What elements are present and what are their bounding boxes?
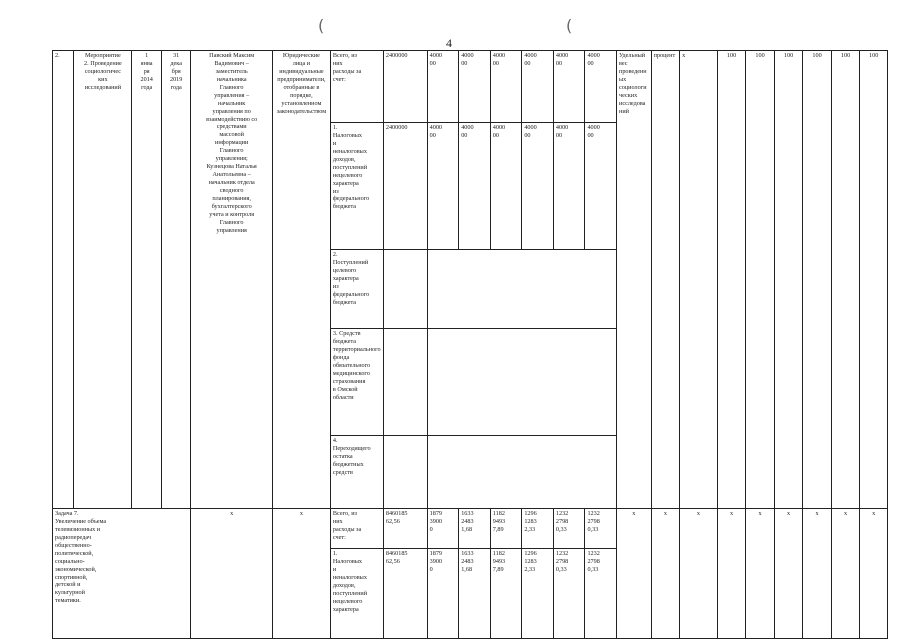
x-mark: x: [680, 51, 718, 509]
end-date: 31 дека бря 2019 года: [161, 51, 191, 509]
funding-total: 8460185 62,56: [383, 509, 427, 549]
measure-name: Мероприятие 2. Проведение социологичес ких исследований: [74, 51, 132, 509]
funding-year-value: 1232 2798 0,33: [585, 549, 617, 639]
start-date: 1 янва ря 2014 года: [132, 51, 162, 509]
funding-total: [383, 436, 427, 509]
funding-year-value: 1296 1283 2,33: [522, 509, 554, 549]
funding-year-value: 4000 00: [553, 123, 585, 250]
funding-year-value: 1232 2798 0,33: [553, 549, 585, 639]
funding-year-value: 4000 00: [490, 51, 522, 123]
funding-year-value: 4000 00: [427, 123, 459, 250]
funding-source-label: 1. Налоговых и неналоговых доходов, поступлений нецелевого характера из федерального бюджета: [330, 123, 383, 250]
funding-year-value: 1182 9493 7,89: [490, 549, 522, 639]
funding-total: 2400000: [383, 51, 427, 123]
target-value: 100: [860, 51, 888, 509]
participants: x: [272, 509, 330, 639]
scan-punch-hole-mark: (: [566, 16, 573, 35]
target-value: 100: [803, 51, 832, 509]
funding-year-empty: [427, 329, 616, 436]
funding-year-empty: [427, 436, 616, 509]
funding-source-label: Всего, из них расходы за счет:: [330, 509, 383, 549]
funding-year-value: 1633 2483 1,68: [459, 509, 491, 549]
funding-source-label: 4. Переходящего остатка бюджетных средств: [330, 436, 383, 509]
x-mark: x: [651, 509, 680, 639]
funding-total: [383, 329, 427, 436]
funding-source-label: 2. Поступлений целевого характера из федерального бюджета: [330, 250, 383, 329]
measure-2-row: [53, 51, 888, 123]
funding-year-value: 4000 00: [427, 51, 459, 123]
funding-year-value: 4000 00: [522, 51, 554, 123]
funding-year-value: 1879 3900 0: [427, 509, 459, 549]
scan-punch-hole-mark: (: [318, 16, 325, 35]
funding-year-value: 1232 2798 0,33: [585, 509, 617, 549]
responsible-executor: x: [191, 509, 272, 639]
funding-year-value: 4000 00: [490, 123, 522, 250]
task-7-row: [53, 509, 888, 549]
funding-year-value: 1879 3900 0: [427, 549, 459, 639]
x-mark: x: [831, 509, 860, 639]
funding-source-label: Всего, из них расходы за счет:: [330, 51, 383, 123]
funding-year-value: 1296 1283 2,33: [522, 549, 554, 639]
target-value: 100: [746, 51, 775, 509]
funding-year-empty: [427, 250, 616, 329]
funding-year-value: 1232 2798 0,33: [553, 509, 585, 549]
x-mark: x: [680, 509, 718, 639]
target-value: 100: [831, 51, 860, 509]
x-mark: x: [803, 509, 832, 639]
indicator-unit: процент: [651, 51, 680, 509]
funding-year-value: 1633 2483 1,68: [459, 549, 491, 639]
target-value: 100: [774, 51, 803, 509]
task-name: Задача 7. Увеличение объема телевизионных и радиопередач общественно- политической, социально- экономической, спортивной, детской и культурной тематики.: [53, 509, 191, 639]
funding-total: 2400000: [383, 123, 427, 250]
x-mark: x: [774, 509, 803, 639]
funding-total: 8460185 62,56: [383, 549, 427, 639]
x-mark: x: [717, 509, 746, 639]
funding-source-label: 1. Налоговых и неналоговых доходов, поступлений нецелевого характера: [330, 549, 383, 639]
funding-year-value: 1182 9493 7,89: [490, 509, 522, 549]
target-value: 100: [717, 51, 746, 509]
program-measures-table: [52, 50, 888, 639]
x-mark: x: [617, 509, 652, 639]
funding-year-value: 4000 00: [522, 123, 554, 250]
funding-total: [383, 250, 427, 329]
funding-source-label: 3. Средств бюджета территориального фонда обязательного медицинского страхования в Омской области: [330, 329, 383, 436]
funding-year-value: 4000 00: [553, 51, 585, 123]
funding-year-value: 4000 00: [585, 123, 617, 250]
row-number: 2.: [53, 51, 74, 509]
page-number: 4: [446, 36, 452, 50]
responsible-executor: Павский Максим Вадимович – заместитель начальника Главного управления – начальник управления по взаимодействию со средствами массовой информации Главного управления; Кузнецова Наталья Анатольевна – начальник отдела сводного планирования, бухгалтерского учета и контроля Главного управления: [191, 51, 272, 509]
participants: Юридические лица и индивидуальные предприниматели, отобранные в порядке, установленном законодательством: [272, 51, 330, 509]
indicator-name: Удельный вес проведенных социологических исследований: [617, 51, 652, 509]
funding-year-value: 4000 00: [459, 51, 491, 123]
funding-year-value: 4000 00: [459, 123, 491, 250]
funding-year-value: 4000 00: [585, 51, 617, 123]
x-mark: x: [746, 509, 775, 639]
x-mark: x: [860, 509, 888, 639]
